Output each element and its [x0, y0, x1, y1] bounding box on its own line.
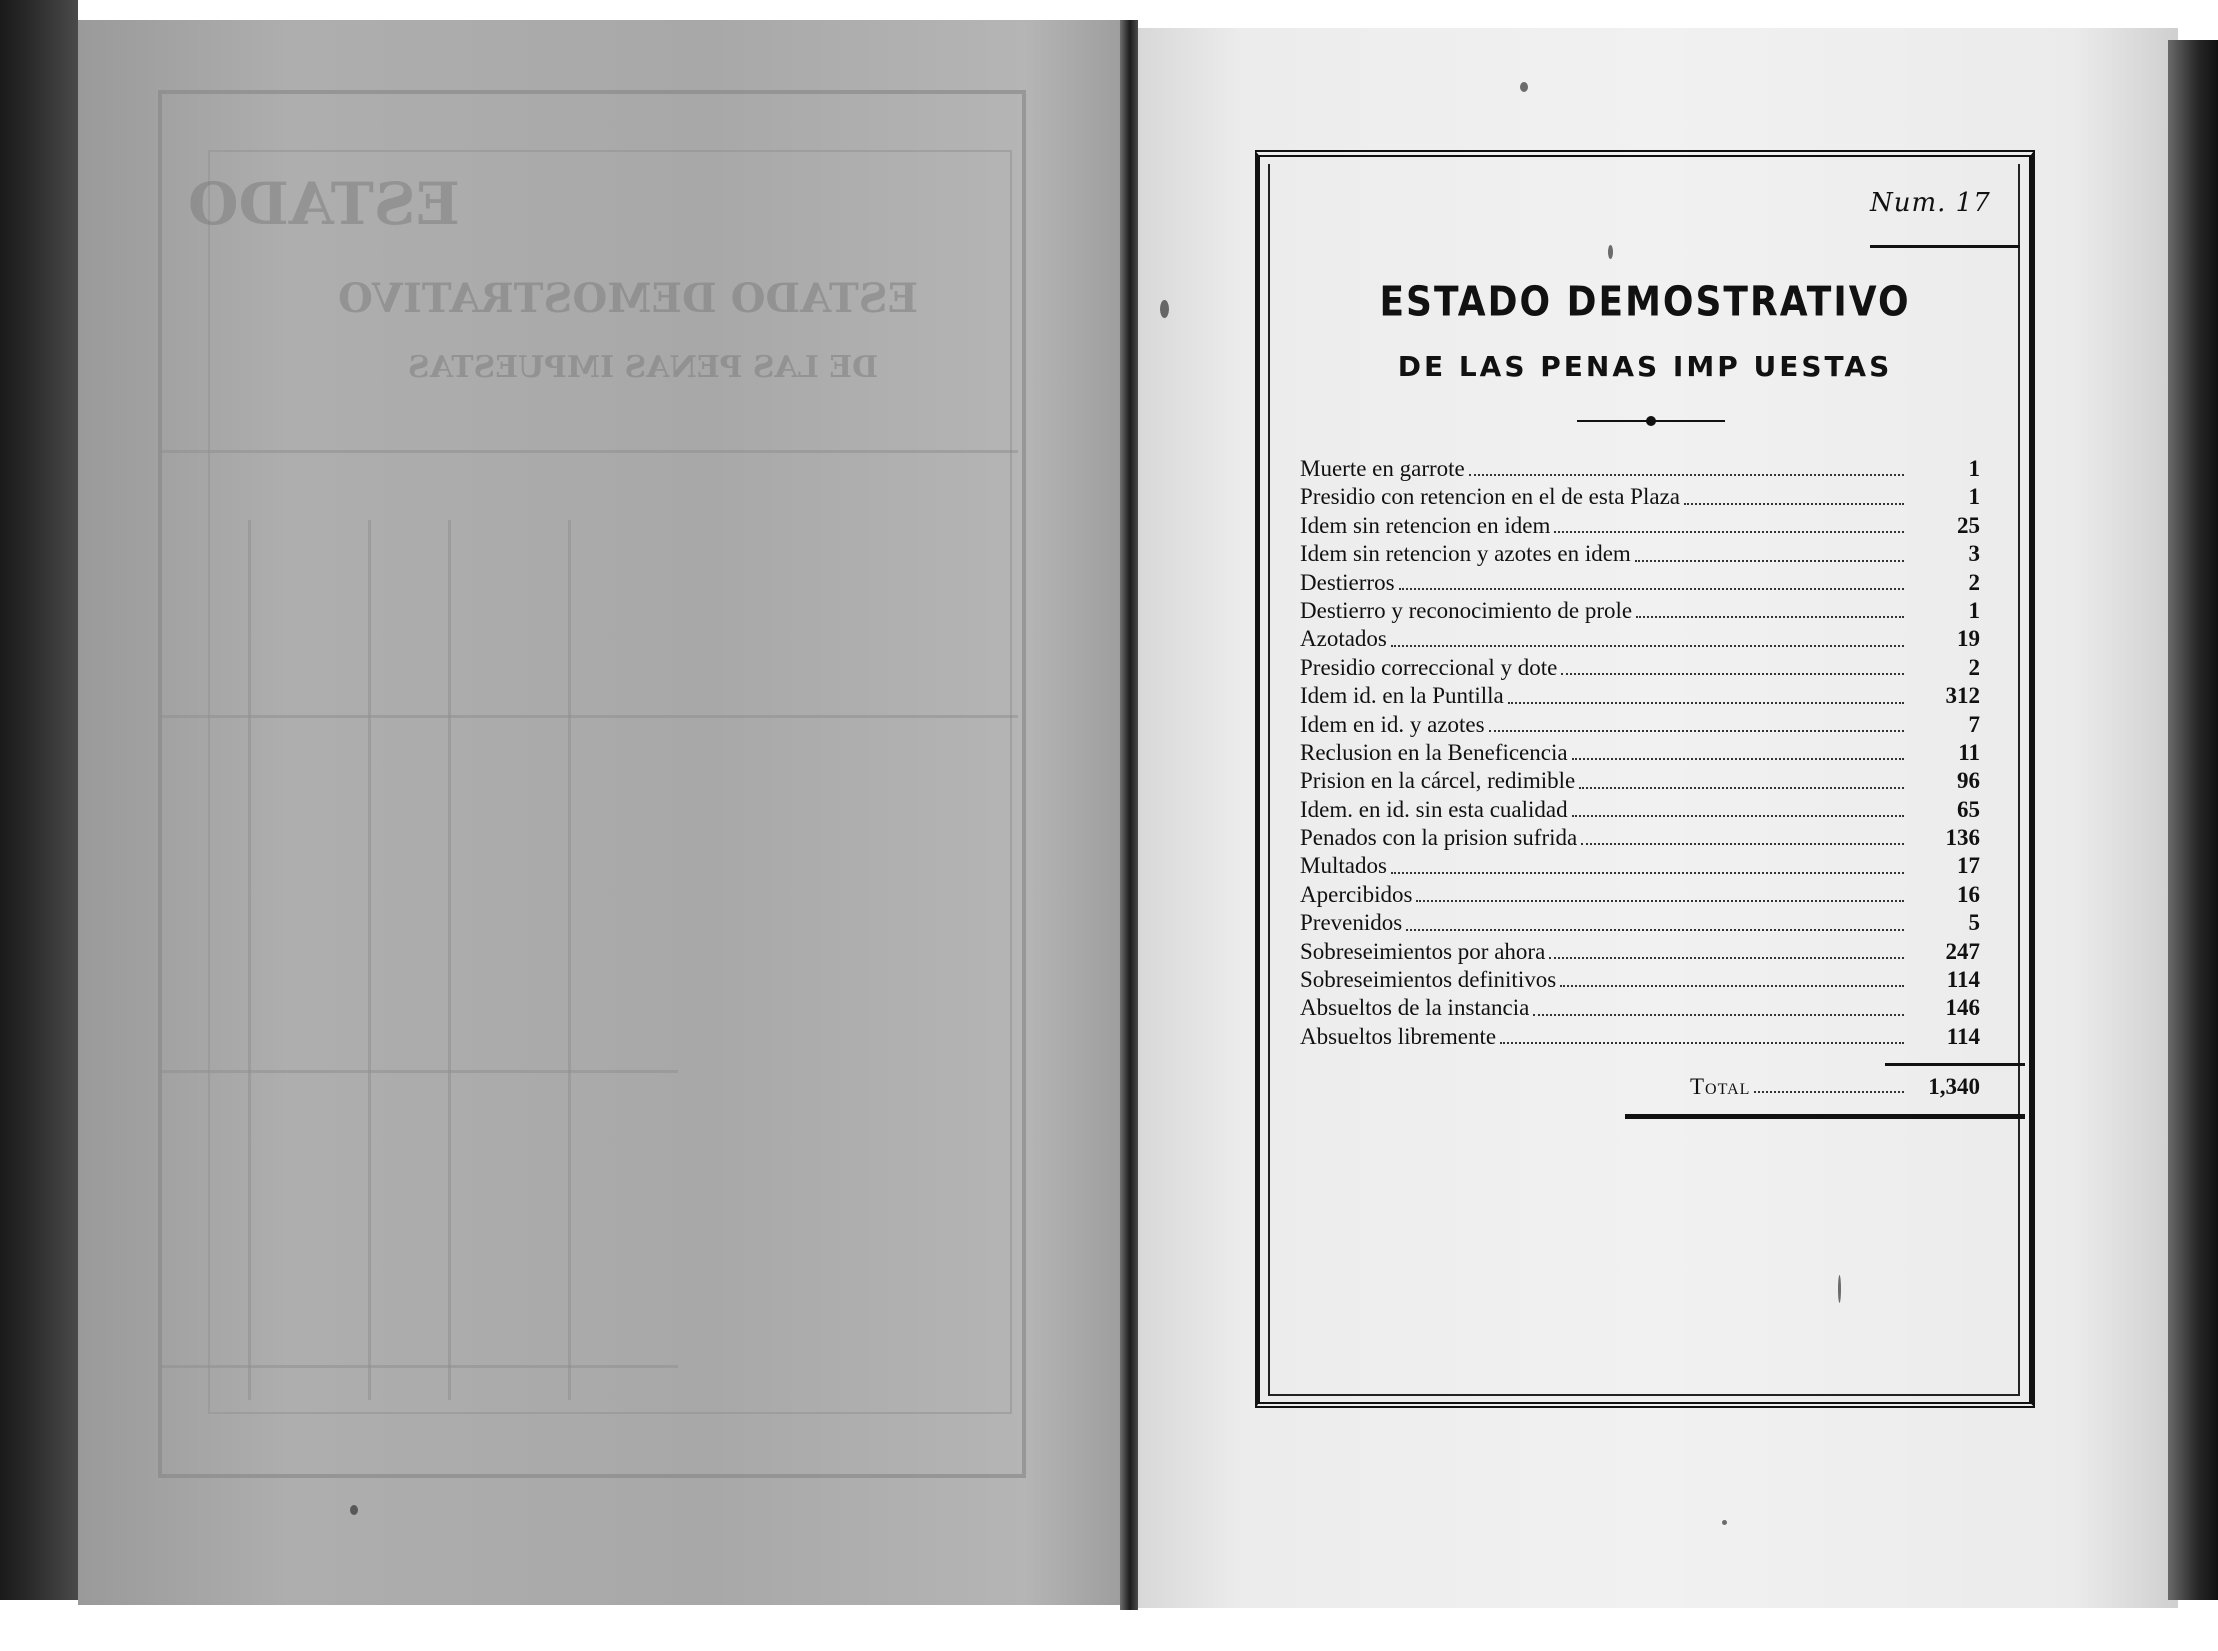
- book-gutter: [1120, 20, 1138, 1610]
- scan-speck: [1608, 245, 1613, 259]
- penalty-label: Multados: [1300, 853, 1387, 879]
- penalty-row: [1300, 796, 1980, 824]
- penalty-row: [1300, 938, 1980, 966]
- penalty-row: [1300, 767, 1980, 795]
- penalty-label: Presidio con retencion en el de esta Plaza: [1300, 484, 1680, 510]
- penalty-count: 136: [1945, 825, 1980, 851]
- penalty-row: [1300, 739, 1980, 767]
- penalty-label: Prevenidos: [1300, 910, 1403, 936]
- leader-dots: [1554, 531, 1904, 533]
- penalty-count: 17: [1957, 853, 1980, 879]
- penalty-row: [1300, 909, 1980, 937]
- penalty-row: [1300, 455, 1980, 483]
- penalty-count: 1: [1968, 484, 1980, 510]
- ghost-rule: [158, 715, 1018, 718]
- penalty-row: [1300, 852, 1980, 880]
- penalty-label: Sobreseimientos por ahora: [1300, 938, 1546, 964]
- penalty-row: [1300, 597, 1980, 625]
- penalty-count: 247: [1945, 938, 1980, 964]
- leader-dots: [1684, 503, 1904, 505]
- ghost-column-rule: [368, 520, 371, 1400]
- penalty-count: 2: [1968, 654, 1980, 680]
- penalty-label: Absueltos libremente: [1300, 1023, 1497, 1049]
- penalty-count: 7: [1968, 711, 1980, 737]
- penalty-label: Apercibidos: [1300, 881, 1413, 907]
- leader-dots: [1635, 560, 1904, 562]
- penalty-count: 11: [1958, 739, 1980, 765]
- penalty-label: Destierro y reconocimiento de prole: [1300, 597, 1633, 623]
- ghost-rule: [158, 450, 1018, 453]
- penalty-label: Muerte en garrote: [1300, 455, 1465, 481]
- leader-dots: [1561, 673, 1904, 675]
- penalty-label: Sobreseimientos definitivos: [1300, 967, 1557, 993]
- document-subtitle: DE LAS PENAS IMP UESTAS: [1397, 350, 1893, 383]
- penalty-count: 146: [1945, 995, 1980, 1021]
- right-binding-edge: [2168, 40, 2218, 1600]
- ghost-line: DE LAS PENAS IMPUESTAS: [408, 350, 879, 385]
- table-number-rule: [1870, 245, 2020, 248]
- penalty-count: 1: [1968, 597, 1980, 623]
- penalty-label: Prision en la cárcel, redimible: [1300, 768, 1576, 794]
- penalty-row: [1300, 711, 1980, 739]
- penalty-row: [1300, 512, 1980, 540]
- penalty-label: Idem sin retencion y azotes en idem: [1300, 541, 1631, 567]
- leader-dots: [1579, 787, 1904, 789]
- leader-dots: [1560, 985, 1904, 987]
- penalty-row: [1300, 682, 1980, 710]
- scan-speck: [1160, 300, 1169, 318]
- title-ornament-dot: [1646, 416, 1656, 426]
- total-rule-top: [1885, 1063, 2025, 1066]
- penalty-count: 96: [1957, 768, 1980, 794]
- total-value: 1,340: [1928, 1074, 1980, 1099]
- penalty-label: Azotados: [1300, 626, 1387, 652]
- penalty-row: [1300, 483, 1980, 511]
- leader-dots: [1406, 929, 1904, 931]
- document-title: ESTADO DEMOSTRATIVO: [1379, 278, 1911, 327]
- penalty-count: 65: [1957, 796, 1980, 822]
- scan-speck: [350, 1505, 358, 1515]
- leader-dots: [1581, 843, 1904, 845]
- leader-dots: [1572, 815, 1904, 817]
- penalty-row: [1300, 881, 1980, 909]
- penalty-row: [1300, 1023, 1980, 1051]
- leader-dots: [1469, 474, 1904, 476]
- ghost-table-inner-frame: [208, 150, 1012, 1414]
- penalty-row: [1300, 966, 1980, 994]
- penalty-label: Penados con la prision sufrida: [1300, 825, 1578, 851]
- scan-speck: [1722, 1520, 1727, 1525]
- total-label: Total: [1690, 1074, 1751, 1099]
- penalty-row: [1300, 654, 1980, 682]
- leader-dots: [1572, 758, 1904, 760]
- penalty-count: 5: [1968, 910, 1980, 936]
- penalty-count: 25: [1957, 512, 1980, 538]
- penalty-label: Reclusion en la Beneficencia: [1300, 739, 1568, 765]
- penalty-count: 114: [1946, 967, 1980, 993]
- leader-dots: [1500, 1042, 1904, 1044]
- penalty-label: Presidio correccional y dote: [1300, 654, 1558, 680]
- leader-dots: [1533, 1014, 1904, 1016]
- penalty-row: [1300, 994, 1980, 1022]
- penalty-row: [1300, 569, 1980, 597]
- leader-dots: [1416, 900, 1904, 902]
- table-number: Num. 17: [1870, 188, 1991, 218]
- penalty-count: 312: [1945, 683, 1980, 709]
- ghost-column-rule: [568, 520, 571, 1400]
- scan-speck: [1838, 1275, 1841, 1303]
- penalty-label: Idem en id. y azotes: [1300, 711, 1485, 737]
- leader-dots: [1508, 702, 1904, 704]
- scan-speck: [1520, 82, 1528, 92]
- left-binding-edge: [0, 0, 78, 1600]
- penalties-list: [1300, 455, 1980, 1051]
- ghost-rule: [158, 1365, 678, 1368]
- leader-dots: [1391, 872, 1904, 874]
- ghost-column-rule: [448, 520, 451, 1400]
- penalty-row: [1300, 824, 1980, 852]
- penalty-count: 19: [1957, 626, 1980, 652]
- penalty-label: Idem id. en la Puntilla: [1300, 683, 1504, 709]
- ghost-rule: [158, 1070, 678, 1073]
- penalty-label: Absueltos de la instancia: [1300, 995, 1530, 1021]
- penalty-row: [1300, 540, 1980, 568]
- penalty-count: 3: [1968, 541, 1980, 567]
- leader-dots: [1391, 645, 1904, 647]
- total-row: [1690, 1074, 1980, 1100]
- leader-dots: [1489, 730, 1904, 732]
- left-page-bleedthrough: [78, 20, 1130, 1605]
- penalty-label: Idem sin retencion en idem: [1300, 512, 1551, 538]
- leader-dots: [1754, 1091, 1904, 1093]
- penalty-row: [1300, 625, 1980, 653]
- penalty-count: 1: [1968, 455, 1980, 481]
- penalty-count: 114: [1946, 1023, 1980, 1049]
- total-rule-bottom: [1625, 1114, 2025, 1119]
- penalty-count: 2: [1968, 569, 1980, 595]
- ghost-column-rule: [248, 520, 251, 1400]
- ghost-title: ESTADO: [188, 170, 460, 238]
- leader-dots: [1399, 588, 1904, 590]
- leader-dots: [1549, 957, 1904, 959]
- penalty-label: Idem. en id. sin esta cualidad: [1300, 796, 1568, 822]
- ghost-subtitle: ESTADO DEMOSTRATIVO: [338, 275, 919, 322]
- leader-dots: [1636, 616, 1904, 618]
- penalty-label: Destierros: [1300, 569, 1395, 595]
- penalty-count: 16: [1957, 881, 1980, 907]
